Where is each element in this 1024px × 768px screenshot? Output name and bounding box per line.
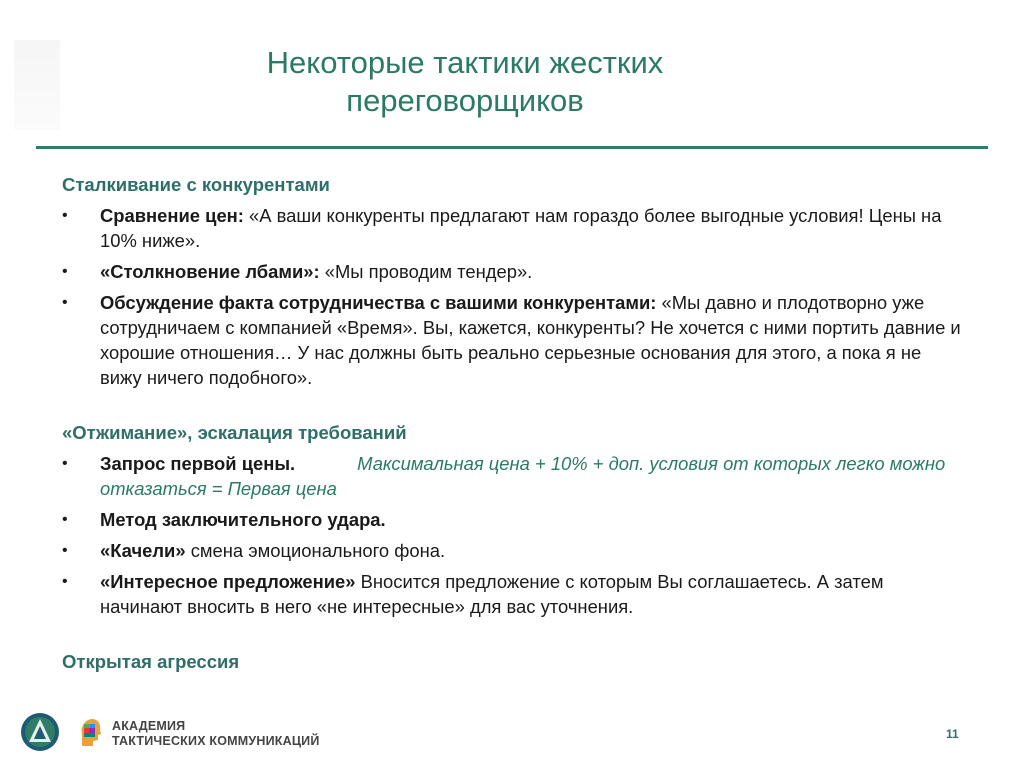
item-formula: Максимальная цена + 10% + доп. условия от которых легко можно отказаться = Первая цена [100,453,946,499]
list-item [62,507,967,532]
item-term: «Столкновение лбами»: [100,261,320,282]
section-heading-competitors: Сталкивание с конкурентами [62,174,330,195]
slide-content [62,172,967,680]
background-watermark [14,40,60,130]
item-term: Сравнение цен: [100,205,244,226]
section-heading-escalation: «Отжимание», эскалация требований [62,422,407,443]
page-number: 11 [946,727,959,741]
tactics-list-competitors [62,203,967,390]
item-term: Обсуждение факта сотрудничества с вашими конкурентами: [100,292,657,313]
organization-name-line1: АКАДЕМИЯ [112,719,186,733]
academy-triangle-logo-icon [20,712,60,752]
section-heading-aggression: Открытая агрессия [62,651,240,672]
item-text: «А ваши конкуренты предлагают нам гораздо более выгодные условия! Цены на 10% ниже». [100,205,942,251]
title-divider [36,146,988,149]
list-item [62,259,967,284]
item-term: Метод заключительного удара. [100,509,386,530]
list-item [62,538,967,563]
item-term: Запрос первой цены. [100,453,296,474]
tactics-list-escalation [62,451,967,619]
slide-title-line1: Некоторые тактики жестких [266,45,664,80]
item-text: Вносится предложение с которым Вы соглашаетесь. А затем начинают вносить в него «не интересные» для вас уточнения. [100,571,884,617]
item-term: «Интересное предложение» [100,571,356,592]
item-text: «Мы давно и плодотворно уже сотрудничаем с компанией «Время». Вы, кажется, конкуренты? Не хочется с ними портить давние и хорошие отношения… У нас должны быть реально серьезные основания для этого, а пока я не вижу ничего подобного». [100,292,961,388]
item-term: «Качели» [100,540,186,561]
organization-name [112,719,320,749]
list-item [62,451,967,501]
slide-title-line2: переговорщиков [346,83,584,118]
slide-title [150,44,780,120]
head-profile-logo-icon [78,716,102,750]
list-item [62,203,967,253]
list-item [62,569,967,619]
organization-name-line2: ТАКТИЧЕСКИХ КОММУНИКАЦИЙ [112,734,320,748]
item-text: смена эмоционального фона. [185,540,446,561]
list-item [62,290,967,390]
item-text: «Мы проводим тендер». [319,261,533,282]
